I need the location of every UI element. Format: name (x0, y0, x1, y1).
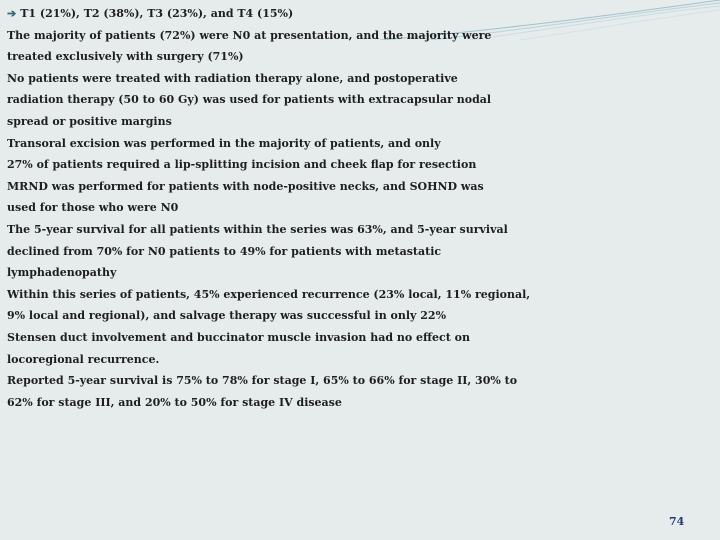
tumor-stage-line (7, 3, 719, 25)
page-number: 74 (669, 515, 685, 528)
text-line: declined from 70% for N0 patients to 49% for patients with metastatic (7, 244, 442, 258)
text-line: used for those who were N0 (7, 201, 179, 215)
text-line: 27% of patients required a lip-splitting incision and cheek flap for resection (7, 158, 477, 172)
text-line: Transoral excision was performed in the majority of patients, and only (7, 136, 441, 150)
arrow-right-icon: ➔ (7, 7, 17, 20)
text-line: treated exclusively with surgery (71%) (7, 50, 244, 64)
text-line: Within this series of patients, 45% experienced recurrence (23% local, 11% regional, (7, 287, 531, 301)
text-line: radiation therapy (50 to 60 Gy) was used for patients with extracapsular nodal (7, 93, 492, 107)
text-line: locoregional recurrence. (7, 352, 160, 366)
text-line: 62% for stage III, and 20% to 50% for stage IV disease (7, 395, 342, 409)
slide-body (7, 3, 719, 413)
text-line: The 5-year survival for all patients within the series was 63%, and 5-year survival (7, 222, 508, 236)
tumor-stage-text: T1 (21%), T2 (38%), T3 (23%), and T4 (15%) (20, 7, 294, 20)
text-line: 9% local and regional), and salvage therapy was successful in only 22% (7, 309, 447, 323)
text-line: The majority of patients (72%) were N0 at presentation, and the majority were (7, 28, 492, 42)
text-line: Reported 5-year survival is 75% to 78% for stage I, 65% to 66% for stage II, 30% to (7, 374, 518, 388)
text-line: No patients were treated with radiation therapy alone, and postoperative (7, 71, 458, 85)
text-line: Stensen duct involvement and buccinator muscle invasion had no effect on (7, 330, 470, 344)
text-line: MRND was performed for patients with node-positive necks, and SOHND was (7, 179, 484, 193)
text-line: lymphadenopathy (7, 266, 117, 280)
text-line: spread or positive margins (7, 114, 172, 128)
